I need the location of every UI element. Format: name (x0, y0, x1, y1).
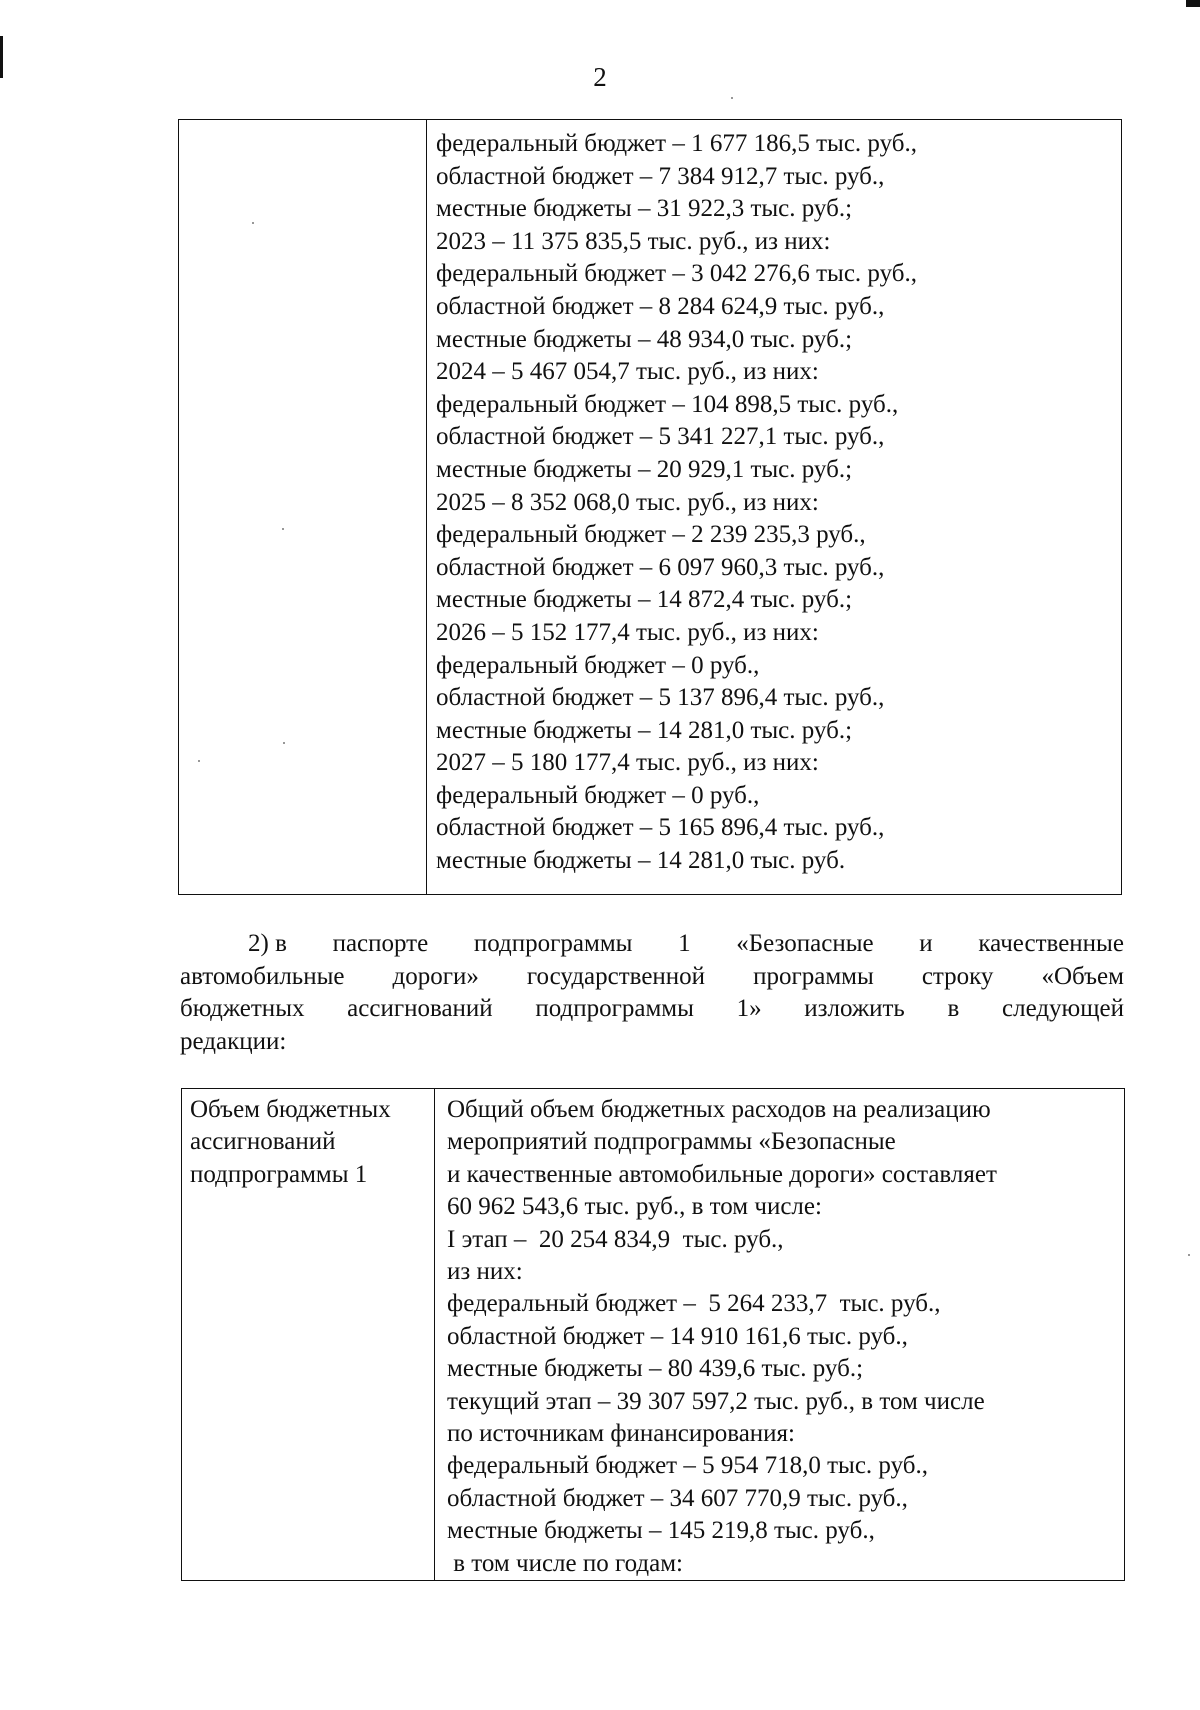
text-line: областной бюджет – 7 384 912,7 тыс. руб., (436, 162, 885, 190)
text-line: местные бюджеты – 14 281,0 тыс. руб. (436, 847, 846, 875)
paragraph-word: следующей (1002, 995, 1124, 1022)
paragraph-word: и (919, 930, 933, 957)
text-line: федеральный бюджет – 3 042 276,6 тыс. руб., (436, 260, 917, 288)
scan-speck (1188, 1254, 1190, 1256)
budget-lines-top (436, 128, 1121, 878)
text-line: местные бюджеты – 48 934,0 тыс. руб.; (436, 325, 853, 353)
scan-speck (283, 742, 285, 744)
text-line: Общий объем бюджетных расходов на реализацию (447, 1096, 991, 1123)
text-line: федеральный бюджет – 104 898,5 тыс. руб., (436, 390, 899, 418)
text-line: 2027 – 5 180 177,4 тыс. руб., из них: (436, 749, 819, 777)
text-line: областной бюджет – 14 910 161,6 тыс. руб., (447, 1322, 908, 1350)
text-line: областной бюджет – 5 165 896,4 тыс. руб., (436, 814, 885, 842)
text-line: федеральный бюджет – 0 руб., (436, 781, 760, 809)
text-line: областной бюджет – 8 284 624,9 тыс. руб., (436, 292, 885, 320)
text-line: подпрограммы 1 (190, 1160, 368, 1188)
table-row (182, 1089, 1125, 1581)
paragraph-word: качественные (978, 930, 1124, 957)
row-content-cell (435, 1089, 1125, 1581)
text-line: 2024 – 5 467 054,7 тыс. руб., из них: (436, 358, 819, 386)
text-line: по источникам финансирования: (447, 1420, 795, 1448)
paragraph-word: подпрограммы (535, 995, 694, 1022)
text-line: местные бюджеты – 14 281,0 тыс. руб.; (436, 716, 853, 744)
text-line: ассигнований (190, 1128, 336, 1156)
paragraph-line (180, 928, 1124, 961)
scan-edge-mark-right (1186, 0, 1200, 7)
amendment-paragraph (180, 928, 1124, 1058)
paragraph-word: государственной (526, 962, 706, 990)
scan-speck (282, 528, 284, 530)
text-line: I этап – 20 254 834,9 тыс. руб., (447, 1225, 784, 1253)
text-line: местные бюджеты – 31 922,3 тыс. руб.; (436, 195, 853, 223)
text-line: Объем бюджетных (190, 1096, 391, 1123)
paragraph-word: 1 (678, 930, 691, 957)
paragraph-word: «Безопасные (736, 930, 874, 957)
paragraph-word: программы (753, 962, 874, 990)
paragraph-word: подпрограммы (473, 930, 633, 957)
text-line: местные бюджеты – 80 439,6 тыс. руб.; (447, 1355, 864, 1383)
paragraph-word: строку (921, 962, 994, 990)
text-line: областной бюджет – 6 097 960,3 тыс. руб., (436, 553, 885, 581)
paragraph-word: ассигнований (347, 995, 493, 1022)
paragraph-word: бюджетных (180, 995, 305, 1022)
paragraph-word: «Объем (1041, 962, 1124, 990)
paragraph-rows (180, 928, 1124, 1026)
text-line: областной бюджет – 5 341 227,1 тыс. руб., (436, 423, 885, 451)
text-line: и качественные автомобильные дороги» составляет (447, 1160, 997, 1188)
paragraph-word: изложить (804, 995, 905, 1022)
row-label-cell (182, 1089, 435, 1581)
text-line: в том числе по годам: (447, 1549, 683, 1577)
text-line: из них: (447, 1258, 523, 1286)
text-line: федеральный бюджет – 1 677 186,5 тыс. руб., (436, 130, 917, 157)
text-line: областной бюджет – 34 607 770,9 тыс. руб., (447, 1484, 908, 1512)
paragraph-line (180, 1026, 1124, 1059)
text-line: 2026 – 5 152 177,4 тыс. руб., из них: (436, 618, 819, 646)
paragraph-word: в (947, 995, 960, 1022)
text-line: федеральный бюджет – 5 264 233,7 тыс. руб., (447, 1290, 941, 1318)
paragraph-word: автомобильные (180, 962, 345, 990)
text-line: 60 962 543,6 тыс. руб., в том числе: (447, 1193, 822, 1221)
paragraph-line (180, 993, 1124, 1026)
text-line: местные бюджеты – 145 219,8 тыс. руб., (447, 1517, 875, 1545)
subprogram-budget-table (181, 1088, 1125, 1581)
paragraph-line (180, 961, 1124, 994)
paragraph-last-line: редакции: (180, 1027, 287, 1055)
scan-speck (731, 97, 733, 99)
budget-lines-bottom (447, 1094, 1124, 1580)
paragraph-word: дороги» (392, 962, 479, 990)
text-line: текущий этап – 39 307 597,2 тыс. руб., в том числе (447, 1387, 985, 1415)
paragraph-word: паспорте (332, 930, 429, 957)
text-line: 2025 – 8 352 068,0 тыс. руб., из них: (436, 488, 819, 516)
paragraph-word: 2) в (248, 930, 287, 957)
table-right-cell (427, 120, 1122, 895)
text-line: федеральный бюджет – 0 руб., (436, 651, 760, 679)
text-line: местные бюджеты – 20 929,1 тыс. руб.; (436, 455, 853, 483)
table-row (179, 120, 1122, 895)
table-left-cell (179, 120, 427, 895)
row-label-lines (190, 1094, 434, 1191)
text-line: областной бюджет – 5 137 896,4 тыс. руб., (436, 684, 885, 712)
text-line: местные бюджеты – 14 872,4 тыс. руб.; (436, 586, 853, 614)
paragraph-word: 1» (736, 995, 762, 1022)
scan-speck (252, 222, 254, 224)
budget-table-continued (178, 119, 1122, 895)
page-number: 2 (593, 62, 607, 92)
text-line: федеральный бюджет – 2 239 235,3 руб., (436, 521, 866, 549)
text-line: 2023 – 11 375 835,5 тыс. руб., из них: (436, 227, 831, 255)
scan-speck (198, 760, 200, 762)
text-line: мероприятий подпрограммы «Безопасные (447, 1128, 896, 1156)
text-line: федеральный бюджет – 5 954 718,0 тыс. руб., (447, 1452, 928, 1480)
